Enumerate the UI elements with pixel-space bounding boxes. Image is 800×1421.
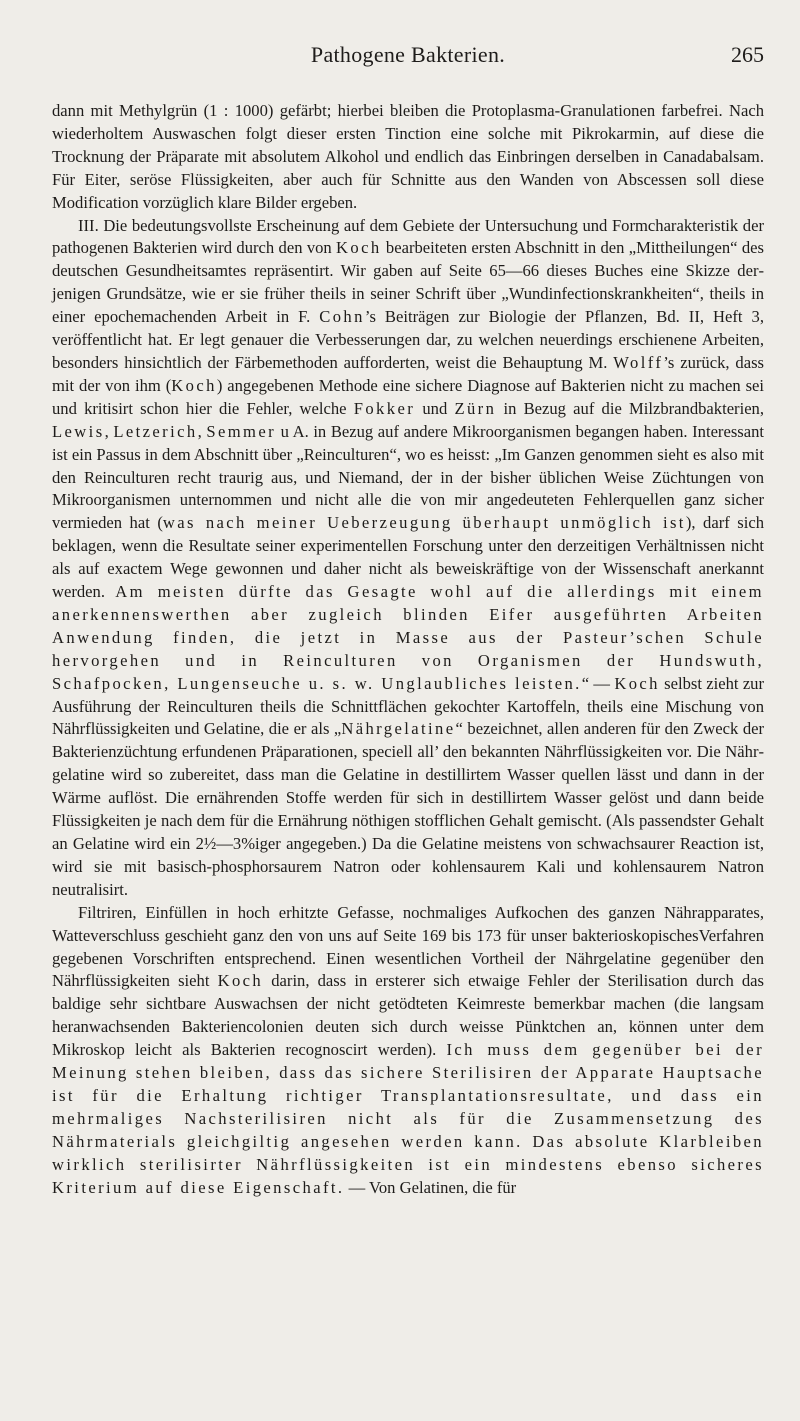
author-name-fokker: Fokker xyxy=(353,398,416,418)
emphasized-text: was nach meiner Ueberzeugung überhaupt unmöglich ist xyxy=(162,513,686,533)
text-run: und xyxy=(415,398,455,418)
author-name-koch: Koch xyxy=(336,238,382,258)
author-name-lewis: Lewis xyxy=(52,421,105,441)
text-run: ’s zurück, dass mit der von ihm ( xyxy=(52,352,764,395)
author-name-letzerich: Letzerich xyxy=(113,421,198,441)
text-run: ) angegebenen Methode eine sichere Diagnose auf Bakterien nicht zu machen sei und kritisirt schon hier die Fehler, welche xyxy=(52,375,765,418)
text-run: in Bezug auf die Milzbrandbakterien, xyxy=(496,398,765,418)
text-run: u A. in Bezug auf andere Mikroorganismen begangen haben. Interessant ist ein Passus in dem Abschnitt über „Reinculturen“, wo es heisst: „Im Ganzen genommen sieht es also mit den Reinculturen recht traurig aus, und Niemand, der in der bisher üblichen Weise Züchtungen von Mikroorganismen unternommen und nicht alle die von mir angedeuteten Fehlerquellen ganz sicher vermieden hat ( xyxy=(52,421,765,533)
body-text xyxy=(52,100,764,1200)
author-name-koch: Koch xyxy=(217,971,264,991)
paragraph-3 xyxy=(52,902,764,1200)
running-head-title: Pathogene Bakterien. xyxy=(310,42,506,67)
text-run: “ — xyxy=(581,673,615,693)
text-run: — Von Gelatinen, die für xyxy=(344,1177,517,1197)
author-name-cohn: Cohn xyxy=(319,307,365,327)
page-number: 265 xyxy=(731,42,764,67)
running-head xyxy=(52,42,764,70)
author-name-koch: Koch xyxy=(171,375,217,395)
text-run: ’s Beiträgen zur Biologie der Pflanzen, Bd. II, Heft 3, veröffentlicht hat. Er legt genauer die Verbesserungen dar, zu welchen neuerdings erschienene Arbeiten, besonders hinsichtlich der Färbemethoden aufforderten, weist die Behauptung M. xyxy=(52,307,764,372)
author-name-wolff: Wolff xyxy=(613,352,664,372)
paragraph-1: dann mit Methylgrün (1 : 1000) gefärbt; hierbei bleiben die Protoplasma-Granulationen farbefrei. Nach wiederholtem Auswaschen folgt dieser ersten Tinction eine solche mit Pikrokarmin, auf diese die Trocknung der Präparate mit absolutem Alkohol und endlich das Einbringen derselben in Canadabalsam. Für Eiter, seröse Flüssigkeiten, aber auch für Schnitte aus den Wanden von Abscessen soll diese Modification vorzüglich klare Bilder ergeben. xyxy=(52,101,764,212)
author-name-zurn: Zürn xyxy=(454,398,497,418)
text-run: III. Die bedeutungsvollste Erscheinung auf dem Gebiete der Untersuchung und Formcharakteristik der pathogenen Bakterien wird durch den von xyxy=(52,215,764,258)
text-run: bearbeiteten ersten Abschnitt in den „Mittheilungen“ des deutschen Gesundheitsamtes repräsentirt. Wir gaben auf Seite 65—66 dieses Buches eine Skizze derjenigen Grundsätze, wie er sie früher theils in seiner Schrift über „Wundinfectionskrankheiten“, theils in einer epochemachenden Arbeit in F. xyxy=(52,238,764,327)
author-name-koch: Koch xyxy=(614,673,660,693)
text-run: selbst zieht zur Ausführung der Reinculturen theils die Schnittflächen gekochter Kartoffeln, theils eine Mischung von Nährflüssigkeiten und Gelatine, die er als „ xyxy=(52,673,765,739)
author-name-semmer: Semmer xyxy=(206,421,277,441)
term-naehrgelatine: Nährgelatine xyxy=(341,719,456,739)
text-run: Filtriren, Einfüllen in hoch erhitzte Gefasse, nochmaliges Aufkochen des ganzen Nährapparates, Watteverschluss geschieht ganz den von uns auf Seite 169 bis 173 für unser bakterioskopischesVerfahren gegebenen Vorschriften entsprechend. Einen wesentlichen Vortheil der Nährgelatine gegenüber den Nährflüssigkeiten sieht xyxy=(52,902,764,991)
emphasized-text: Ich muss dem gegenüber bei der Meinung stehen bleiben, dass das sichere Sterilisiren der Apparate Hauptsache ist für die Erhaltung richtiger Transplantationsresultate, und dass ein mehrmaliges Nachsterilisiren nicht als für die Zusammensetzung des Nährmaterials gleichgiltig angesehen werden kann. Das absolute Klarbleiben wirklich sterilisirter Nährflüssigkeiten ist ein mindestens ebenso sicheres Kriterium auf diese Eigenschaft. xyxy=(52,1040,765,1197)
text-run: , xyxy=(197,421,207,441)
emphasized-quote: Am meisten dürfte das Gesagte wohl auf die allerdings mit einem anerkennenswerthen aber zugleich blinden Eifer ausgeführten Arbeiten Anwendung finden, die jetzt in Masse aus der Pasteur’schen Schule hervorgehen und in Reinculturen von Organismen der Hundswuth, Schafpocken, Lungenseuche u. s. w. Unglaubliches leisten. xyxy=(52,582,764,693)
text-run: darin, dass in ersterer sich etwaige Fehler der Sterilisation durch das baldige sehr sichtbare Auswachsen der nicht getödteten Keimreste bemerkbar machen (die langsam heranwachsenden Bakteriencolonien deuten sich durch weisse Pünktchen an, können unter dem Mikroskop leicht als Bakterien recognoscirt werden). xyxy=(52,971,765,1060)
text-run: , xyxy=(104,421,114,441)
text-run: ), darf sich beklagen, wenn die Resultate seiner experimentellen Forschung unter den derzeitigen Verhältnissen nicht als auf exactem Wege gewonnen und daher nicht als beweiskräftige von der Wissenschaft anerkannt werden. xyxy=(52,513,765,602)
text-run: “ bezeichnet, allen anderen für den Zweck der Bakterienzüchtung erfundenen Präparationen, speciell all’ den bekannten Nährflüssigkeiten vor. Die Nährgelatine wird so zubereitet, dass man die Gelatine in destillirtem Wasser quellen lässt und dann in der Wärme auflöst. Die ernährenden Stoffe werden für sich in destillirtem Wasser gelöst und dann beide Flüssigkeiten je nach dem für die Ernährung nöthigen stofflichen Gehalt gemischt. (Als passendster Gehalt an Gelatine wird ein 2½—3%iger angegeben.) Da die Gelatine meistens von schwachsaurer Reaction ist, wird sie mit basisch-phosphorsaurem Natron oder kohlensaurem Kali und kohlensaurem Natron neutralisirt. xyxy=(52,719,765,899)
paragraph-2 xyxy=(52,215,764,902)
